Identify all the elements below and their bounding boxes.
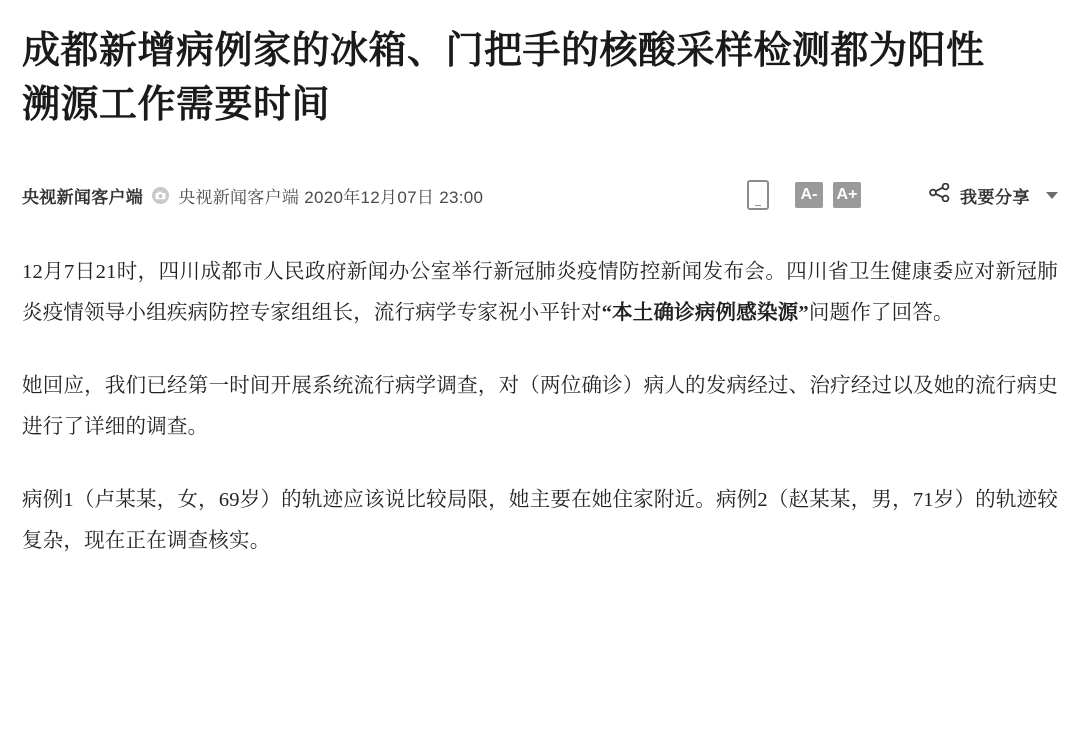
paragraph [22,480,1058,562]
article-body [22,252,1058,562]
source-name[interactable]: 央视新闻客户端 [22,187,144,207]
share-label: 我要分享 [960,187,1030,207]
body-text: 12月7日21时，四川成都市人民政府新闻办公室举行新冠肺炎疫情防控新闻发布会。四川省卫生健康委应对新冠肺炎疫情领导小组疾病防控专家组组长，流行病学专家祝小平针对 [22,261,1058,324]
paragraph [22,366,1058,448]
share-button[interactable] [929,183,1030,208]
page-title: 成都新增病例家的冰箱、门把手的核酸采样检测都为阳性 溯源工作需要时间 [22,30,985,126]
paragraph [22,252,1058,334]
body-text: 病例1（卢某某，女，69岁）的轨迹应该说比较局限，她主要在她住家附近。病例2（赵某某，男，71岁）的轨迹较复杂，现在正在调查核实。 [22,489,1058,552]
font-decrease-button[interactable]: A- [795,182,823,208]
article-toolbar [747,180,1058,210]
emphasis-text: “本土确诊病例感染源” [601,302,809,324]
article-page [0,24,1080,754]
share-icon [929,183,950,207]
article-byline: 央视新闻客户端 2020年12月07日 23:00 [178,187,484,207]
body-text: 她回应，我们已经第一时间开展系统流行病学调查，对（两位确诊）病人的发病经过、治疗经过以及她的流行病史进行了详细的调查。 [22,375,1058,438]
chevron-down-icon[interactable] [1046,192,1058,199]
body-text: 问题作了回答。 [808,302,954,324]
mobile-phone-icon[interactable] [747,180,769,210]
font-increase-button[interactable]: A+ [833,182,861,208]
camera-icon [152,187,169,204]
article-meta-bar [22,178,1058,212]
